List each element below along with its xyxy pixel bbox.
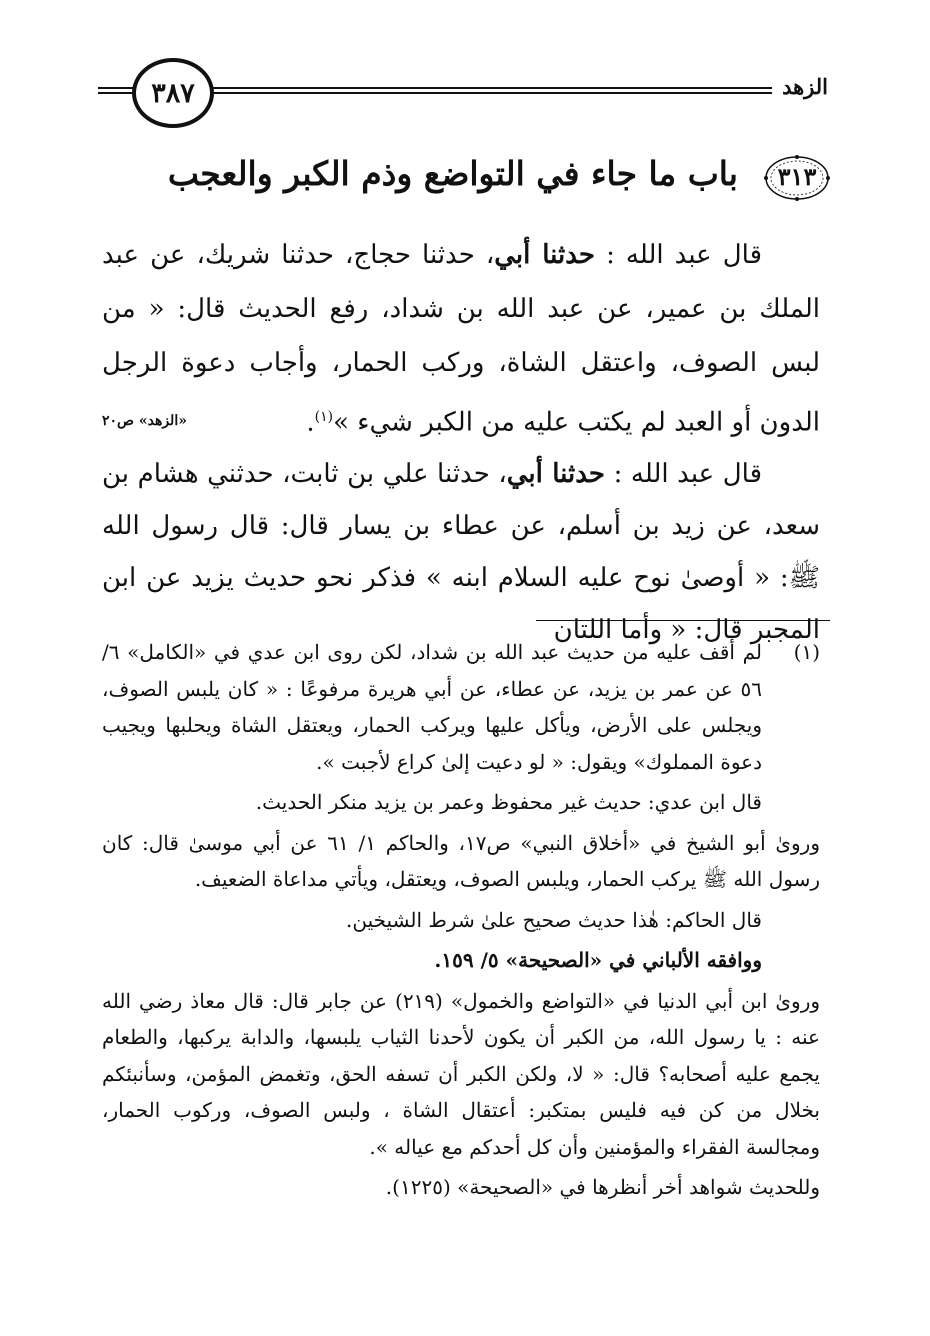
footnote-para-3 — [102, 825, 820, 898]
narration-bold: حدثنا أبي — [506, 459, 605, 489]
footnote-para-6 — [102, 983, 820, 1166]
footnote-para-5 — [102, 942, 820, 979]
running-header — [98, 58, 828, 138]
narration-bold: حدثنا أبي — [494, 240, 595, 270]
page-number: ٣٨٧ — [132, 58, 214, 128]
footnote-line: وروىٰ ابن أبي الدنيا في «التواضع والخمول» (٢١٩) عن جابر قال: قال معاذ رضي الله عنه : يا رسول الله، من الكبر أن يكون لأحدنا الثياب يلبسها، والدابة يركبها، والطعام يجمع عليه أصحابه؟ قال: « لا، ولكن الكبر أن تسفه الحق، وتغمض المؤمن، وسأنبئكم بخلال من كن فيه فليس بمتكبر: أعتقال الشاة ، ولبس الصوف، وركوب الحمار، ومجالسة الفقراء والمؤمنين وأن كل أحدكم مع عياله ». — [102, 988, 821, 1159]
footnote-para-4 — [102, 902, 820, 939]
hadith-paragraph-1 — [102, 228, 820, 450]
hadith-paragraph-2 — [102, 448, 820, 656]
narration-text: ، حدثنا علي بن ثابت، حدثني هشام بن سعد، عن زيد بن أسلم، عن عطاء بن يسار قال: قال رسول الله ﷺ: « أوصىٰ نوح عليه السلام ابنه » فذكر نحو حديث يزيد عن ابن المجبر قال: « وأما اللتان — [102, 459, 820, 645]
footnote-reference[interactable]: (١) — [314, 409, 334, 425]
footnote-1-text: لم أقف عليه من حديث عبد الله بن شداد، لكن روى ابن عدي في «الكامل» ٦/ ٥٦ عن عمر بن يزيد، عن عطاء، عن أبي هريرة مرفوعًا : « كان يلبس الصوف، ويجلس على الأرض، ويأكل عليها ويركب الحمار، ويعتقل الشاة ويحلبها ويجيب دعوة المملوك» ويقول: « لو دعيت إلىٰ كراع لأجبت ». — [102, 640, 762, 774]
footnote-separator — [536, 620, 830, 621]
main-text — [102, 228, 820, 450]
source-note: «الزهد» ص٢٠ — [102, 413, 187, 429]
footnote-line: قال الحاكم: هٰذا حديث صحيح علىٰ شرط الشيخين. — [346, 907, 762, 932]
narration-text: ، حدثنا حجاج، حدثنا شريك، عن عبد الملك بن عمير، عن عبد الله بن شداد، رفع الحديث قال: « من لبس الصوف، واعتقل الشاة، وركب الحمار، وأجاب دعوة الرجل الدون أو العبد لم يكتب عليه من الكبر شيء » — [102, 240, 820, 438]
chapter-title: باب ما جاء في التواضع وذم الكبر والعجب — [167, 154, 738, 193]
footnote-line: ورویٰ أبو الشيخ في «أخلاق النبي» ص١٧، والحاكم ١/ ٦١ عن أبي موسىٰ قال: كان رسول الله ﷺ يركب الحمار، ويلبس الصوف، ويعتقل، ويأتي مداعاة الضعيف. — [102, 830, 820, 891]
footnotes — [102, 634, 820, 1210]
chapter-number: ٣١٣ — [777, 162, 817, 191]
footnote-line: قال ابن عدي: حديث غير محفوظ وعمر بن يزيد منكر الحديث. — [255, 790, 762, 814]
footnote-para-7 — [102, 1169, 820, 1206]
footnote-line: ووافقه الألباني في «الصحيحة» ٥/ ١٥٩. — [434, 948, 762, 972]
footnote-marker: (١) — [793, 640, 820, 664]
footnote-1 — [102, 634, 820, 780]
main-text-2 — [102, 448, 820, 656]
narration-lead: قال عبد الله : — [594, 240, 762, 270]
running-title: الزهد — [772, 74, 828, 100]
footnote-line: وللحديث شواهد أخر أنظرها في «الصحيحة» (١٢٢٥). — [385, 1175, 820, 1199]
sentence-end: . — [306, 407, 315, 438]
narration-lead: قال عبد الله : — [604, 459, 763, 489]
chapter-heading — [100, 150, 830, 210]
footnote-para-2 — [102, 784, 820, 821]
